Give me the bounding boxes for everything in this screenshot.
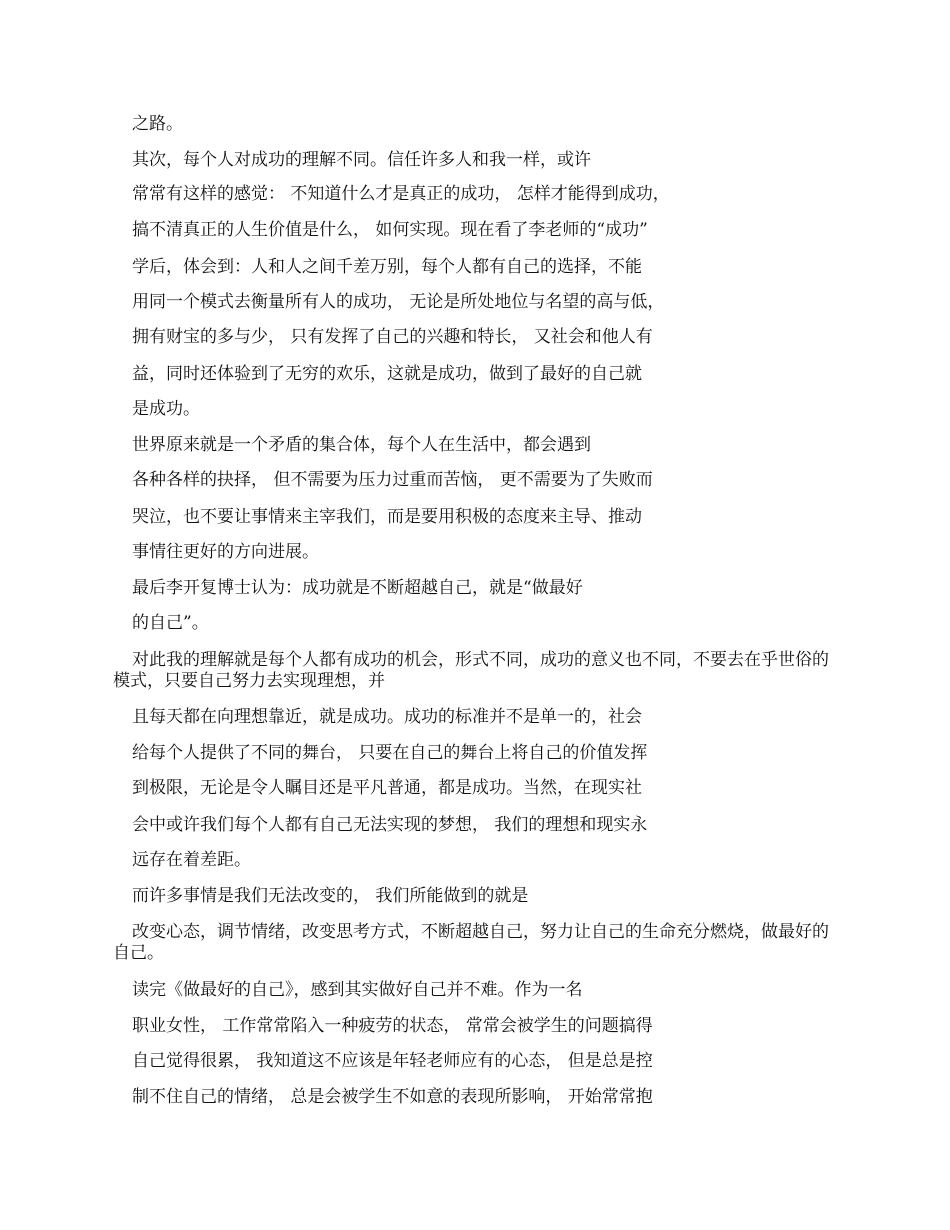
text-line: 给每个人提供了不同的舞台， 只要在自己的舞台上将自己的价值发挥 bbox=[132, 743, 648, 763]
wrapped-paragraph: 对此我的理解就是每个人都有成功的机会，形式不同，成功的意义也不同，不要去在乎世俗的模式，只要自己努力去实现理想，并 bbox=[113, 650, 829, 691]
text-line: 搞不清真正的人生价值是什么， 如何实现。现在看了李老师的“成功” bbox=[132, 220, 648, 240]
text-line: 到极限，无论是令人瞩目还是平凡普通，都是成功。当然，在现实社 bbox=[132, 778, 642, 798]
text-line: 其次，每个人对成功的理解不同。信任许多人和我一样，或许 bbox=[132, 150, 591, 170]
text-line: 世界原来就是一个矛盾的集合体，每个人在生活中，都会遇到 bbox=[132, 435, 591, 455]
text-line: 远存在着差距。 bbox=[132, 850, 251, 870]
text-line: 拥有财宝的多与少， 只有发挥了自己的兴趣和特长， 又社会和他人有 bbox=[132, 327, 653, 347]
text-line: 学后，体会到：人和人之间千差万别，每个人都有自己的选择，不能 bbox=[132, 257, 642, 277]
text-line: 益，同时还体验到了无穷的欢乐，这就是成功，做到了最好的自己就 bbox=[132, 364, 642, 384]
text-line: 读完《做最好的自己》，感到其实做好自己并不难。作为一名 bbox=[132, 980, 583, 1000]
text-line: 用同一个模式去衡量所有人的成功， 无论是所处地位与名望的高与低， bbox=[132, 292, 665, 312]
text-line: 职业女性， 工作常常陷入一种疲劳的状态， 常常会被学生的问题搞得 bbox=[132, 1016, 653, 1036]
text-line: 最后李开复博士认为：成功就是不断超越自己，就是“做最好 bbox=[132, 578, 583, 598]
text-line: 制不住自己的情绪， 总是会被学生不如意的表现所影响， 开始常常抱 bbox=[132, 1087, 653, 1107]
text-line: 自己觉得很累， 我知道这不应该是年轻老师应有的心态， 但是总是控 bbox=[132, 1051, 653, 1071]
text-line: 各种各样的抉择， 但不需要为压力过重而苦恼， 更不需要为了失败而 bbox=[132, 470, 653, 490]
text-line: 哭泣，也不要让事情来主宰我们，而是要用积极的态度来主导、推动 bbox=[132, 507, 642, 527]
text-line: 事情往更好的方向进展。 bbox=[132, 542, 319, 562]
text-line: 且每天都在向理想靠近，就是成功。成功的标准并不是单一的，社会 bbox=[132, 707, 642, 727]
text-line: 而许多事情是我们无法改变的， 我们所能做到的就是 bbox=[132, 886, 529, 906]
text-line: 常常有这样的感觉： 不知道什么才是真正的成功， 怎样才能得到成功， bbox=[132, 184, 670, 204]
text-line: 之路。 bbox=[132, 114, 183, 134]
text-line: 是成功。 bbox=[132, 399, 200, 419]
wrapped-paragraph: 改变心态，调节情绪，改变思考方式，不断超越自己，努力让自己的生命充分燃烧，做最好的自己。 bbox=[113, 922, 829, 963]
text-line: 会中或许我们每个人都有自己无法实现的梦想， 我们的理想和现实永 bbox=[132, 815, 648, 835]
text-line: 的自己”。 bbox=[132, 613, 209, 633]
